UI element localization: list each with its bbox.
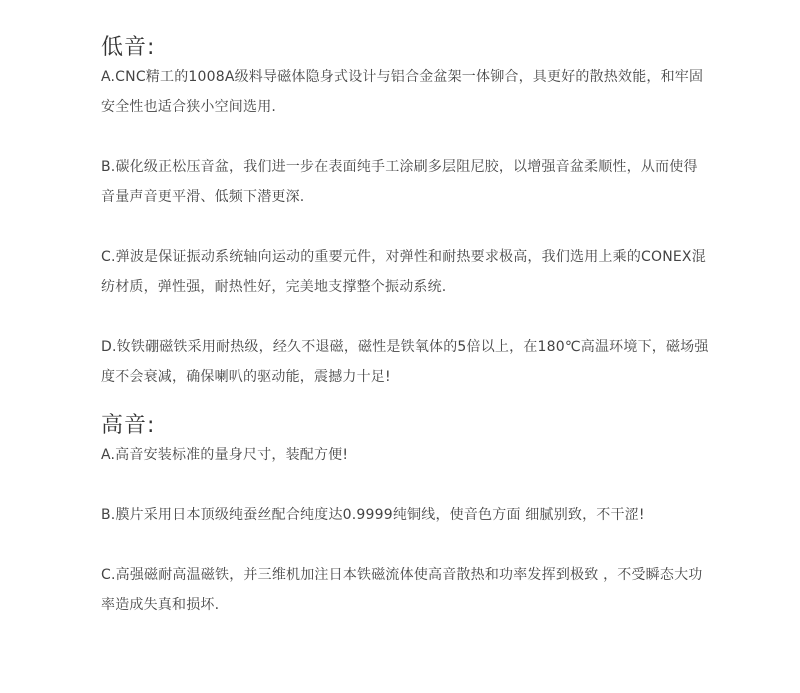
bass-item-a: A.CNC精工的1008A级料导磁体隐身式设计与铝合金盆架一体铆合，具更好的散热效能，和牢固安全性也适合狭小空间选用. xyxy=(101,69,704,115)
spacer xyxy=(101,302,711,332)
bass-section-title: 低音: xyxy=(101,35,156,60)
bass-item-d: D.钕铁硼磁铁采用耐热级，经久不退磁，磁性是铁氧体的5倍以上，在180℃高温环境下，磁场强度不会衰减，确保喇叭的驱动能，震撼力十足! xyxy=(101,339,709,385)
spacer xyxy=(101,212,711,242)
bass-item-c: C.弹波是保证振动系统轴向运动的重要元件，对弹性和耐热要求极高，我们选用上乘的CONEX混纺材质，弹性强，耐热性好，完美地支撑整个振动系统. xyxy=(101,249,706,295)
bass-item-b: B.碳化级正松压音盆，我们进一步在表面纯手工涂刷多层阻尼胶，以增强音盆柔顺性，从而使得音量声音更平滑、低频下潜更深. xyxy=(101,159,698,205)
treble-item-c: C.高强磁耐高温磁铁，并三维机加注日本铁磁流体使高音散热和功率发挥到极致 ，不受瞬态大功率造成失真和损坏. xyxy=(101,567,703,613)
treble-item-a: A.高音安装标准的量身尺寸，装配方便! xyxy=(101,447,349,463)
treble-item-b: B.膜片采用日本顶级纯蚕丝配合纯度达0.9999纯铜线，使音色方面 细腻别致，不干涩! xyxy=(101,507,645,523)
section-spacer xyxy=(101,392,711,412)
spacer xyxy=(101,470,711,500)
treble-section-title: 高音: xyxy=(101,413,156,438)
spacer xyxy=(101,122,711,152)
spacer xyxy=(101,530,711,560)
product-description xyxy=(101,34,711,620)
